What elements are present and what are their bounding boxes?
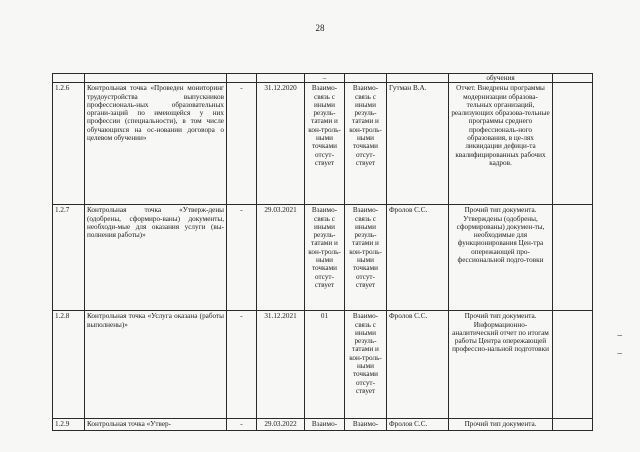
- cell-extra: [553, 74, 593, 83]
- cell-rel2: [345, 74, 387, 83]
- row-extra: [553, 205, 593, 311]
- row-date: 29.03.2022: [257, 419, 305, 431]
- row-dash: -: [227, 83, 257, 205]
- row-relation-2: Взаимо-связь с иными резуль-татами и кон-троль-ными точками отсут-ствует: [345, 205, 387, 311]
- cell-desc: обучения: [449, 74, 553, 83]
- row-dash: -: [227, 311, 257, 419]
- row-relation-1: Взаимо-связь с иными резуль-татами и кон-троль-ными точками отсут-ствует: [305, 205, 345, 311]
- table-row: [53, 311, 593, 419]
- row-relation-2: Взаимо-: [345, 419, 387, 431]
- row-responsible: Фролов С.С.: [387, 419, 449, 431]
- table-row: [53, 205, 593, 311]
- row-dash: -: [227, 419, 257, 431]
- row-name: Контрольная точка «Утверж-дены (одобрены, сформиро-ваны) документы, необходи-мые для оказания услуги (вы-полнения работы)»: [85, 205, 227, 311]
- row-dash: -: [227, 205, 257, 311]
- row-extra: [553, 83, 593, 205]
- row-extra: [553, 311, 593, 419]
- row-responsible: Фролов С.С.: [387, 311, 449, 419]
- row-description: Прочий тип документа. Информационно-аналитический отчет по итогам работы Центра опережающей профессио-нальной подготовки: [449, 311, 553, 419]
- row-relation-1: Взаимо-связь с иными резуль-татами и кон-троль-ными точками отсут-ствует: [305, 83, 345, 205]
- row-number: 1.2.7: [53, 205, 85, 311]
- row-date: 31.12.2020: [257, 83, 305, 205]
- row-relation-1: 01: [305, 311, 345, 419]
- cell-num: [53, 74, 85, 83]
- cell-name: [85, 74, 227, 83]
- cell-dash: [227, 74, 257, 83]
- table-row: [53, 83, 593, 205]
- continuation-row: [53, 74, 593, 83]
- row-name: Контрольная точка «Проведен мониторинг трудоустройства выпускников профессиональ-ных образовательных органи-заций по имеющейся у них профессии (специальности), в том числе обучающихся на ос-новании договора о целевом обучении»: [85, 83, 227, 205]
- margin-mark: –: [617, 330, 622, 340]
- row-date: 29.03.2021: [257, 205, 305, 311]
- row-date: 31.12.2021: [257, 311, 305, 419]
- row-number: 1.2.6: [53, 83, 85, 205]
- margin-mark: –: [617, 348, 622, 358]
- cell-resp: [387, 74, 449, 83]
- control-points-table: [52, 73, 593, 431]
- row-relation-1: Взаимо-: [305, 419, 345, 431]
- row-relation-2: Взаимо-связь с иными резуль-татами и кон-троль-ными точками отсут-ствует: [345, 311, 387, 419]
- row-number: 1.2.9: [53, 419, 85, 431]
- table-row: [53, 419, 593, 431]
- row-description: Отчет. Внедрены программы модернизации образова-тельных организаций, реализующих образова-тельные программы среднего профессиональ-ного образования, в це-лях ликвидации дефици-та квалифицированных рабочих кадров.: [449, 83, 553, 205]
- row-responsible: Фролов С.С.: [387, 205, 449, 311]
- row-description: Прочий тип документа. Утверждены (одобрены, сформированы) докумен-ты, необходимые для функционирования Цен-тра опережающей про-фессиональной подго-товки: [449, 205, 553, 311]
- row-relation-2: Взаимо-связь с иными резуль-татами и кон-троль-ными точками отсут-ствует: [345, 83, 387, 205]
- cell-date: [257, 74, 305, 83]
- page-number: 28: [315, 23, 325, 33]
- row-name: Контрольная точка «Услуга оказана (работы выполнены)»: [85, 311, 227, 419]
- cell-rel1: –: [305, 74, 345, 83]
- row-number: 1.2.8: [53, 311, 85, 419]
- row-extra: [553, 419, 593, 431]
- row-description: Прочий тип документа.: [449, 419, 553, 431]
- row-responsible: Гутман В.А.: [387, 83, 449, 205]
- row-name: Контрольная точка «Утвер-: [85, 419, 227, 431]
